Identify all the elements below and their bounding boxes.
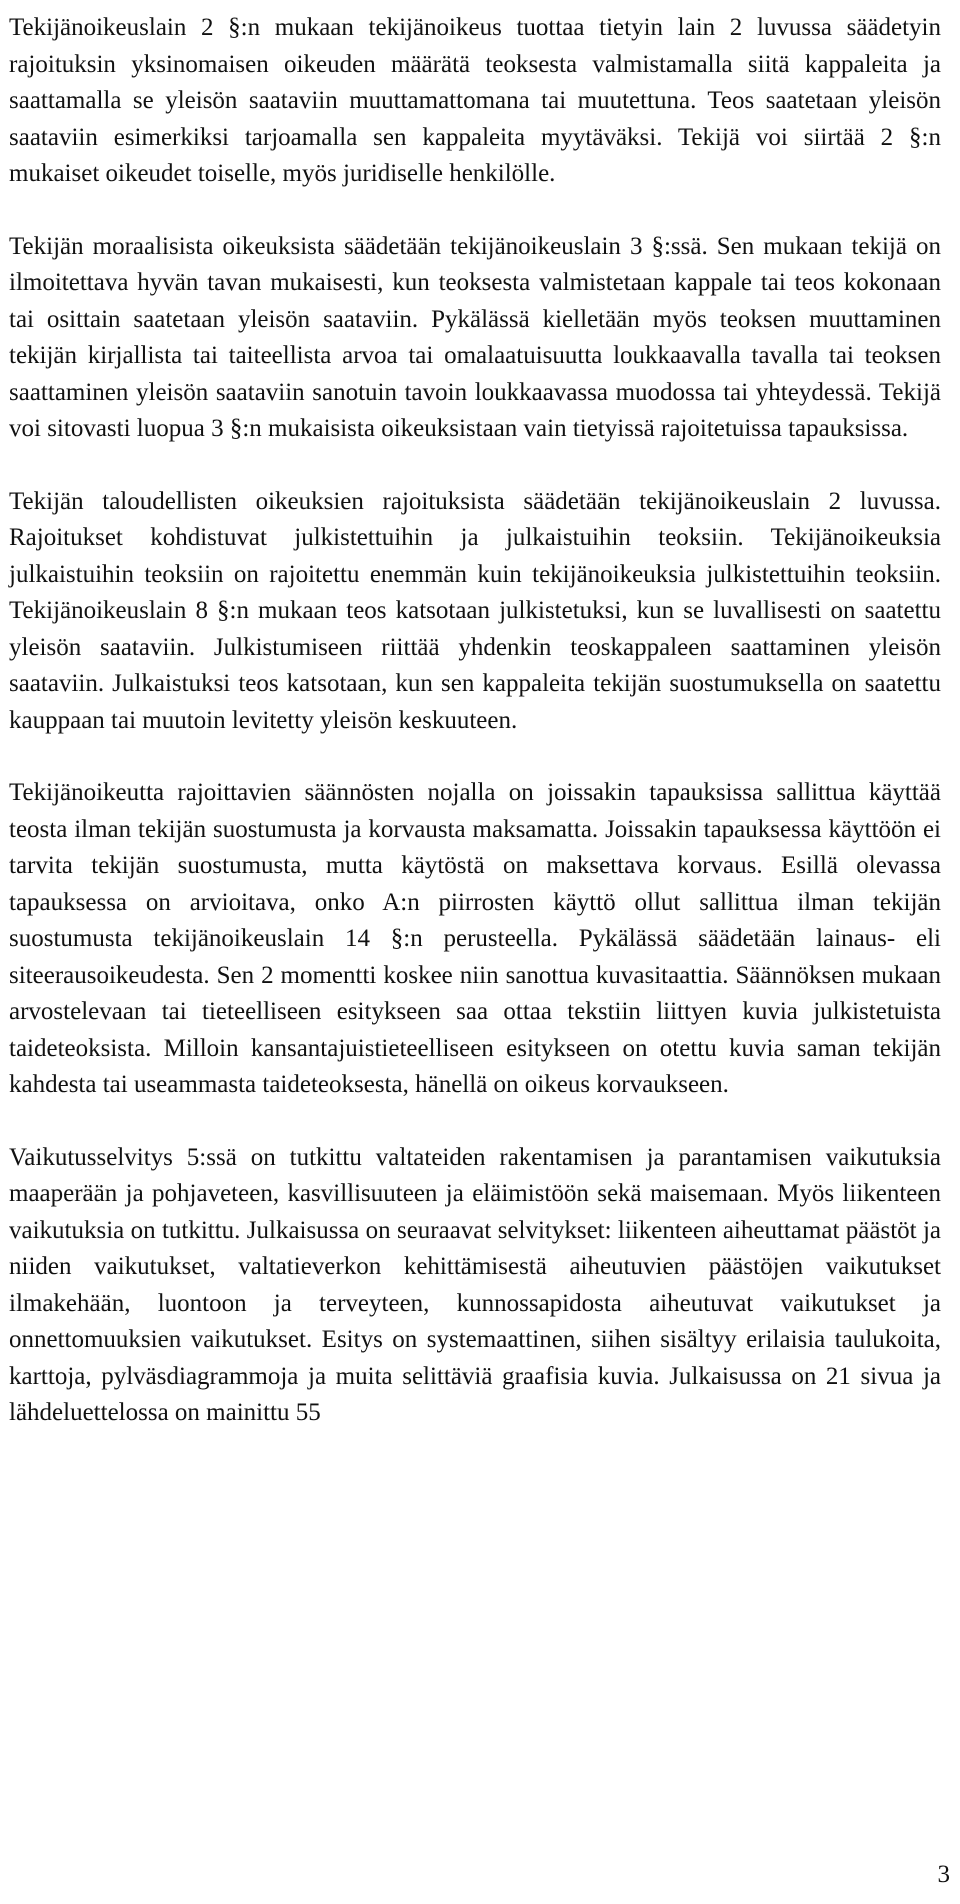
paragraph-3: Tekijän taloudellisten oikeuksien rajoituksista säädetään tekijänoikeuslain 2 luvussa. Rajoitukset kohdistuvat julkistettuihin ja julkaistuihin teoksiin. Tekijänoikeuksia julkaistuihin teoksiin on rajoitettu enemmän kuin tekijänoikeuksia julkistettuihin teoksiin. Tekijänoikeuslain 8 §:n mukaan teos katsotaan julkistetuksi, kun se luvallisesti on saatettu yleisön saataviin. Julkistumiseen riittää yhdenkin teoskappaleen saattaminen yleisön saataviin. Julkaistuksi teos katsotaan, kun sen kappaleita tekijän suostumuksella on saatettu kauppaan tai muutoin levitetty yleisön keskuuteen. [9, 487, 941, 734]
paragraph-4: Tekijänoikeutta rajoittavien säännösten nojalla on joissakin tapauksissa sallittua käyttää teosta ilman tekijän suostumusta ja korvausta maksamatta. Joissakin tapauksessa käyttöön ei tarvita tekijän suostumusta, mutta käytöstä on maksettava korvaus. Esillä olevassa tapauksessa on arvioitava, onko A:n piirrosten käyttö ollut sallittua ilman tekijän suostumusta tekijänoikeuslain 14 §:n perusteella. Pykälässä säädetään lainaus- eli siteerausoikeudesta. Sen 2 momentti koskee niin sanottua kuvasitaattia. Säännöksen mukaan arvostelevaan tai tieteelliseen esitykseen saa ottaa tekstiin liittyen kuvia julkistetuista taideteoksista. Milloin kansantajuistieteelliseen esitykseen on otettu kuvia saman tekijän kahdesta tai useammasta taideteoksesta, hänellä on oikeus korvaukseen. [9, 779, 941, 1098]
paragraph-5: Vaikutusselvitys 5:ssä on tutkittu valtateiden rakentamisen ja parantamisen vaikutuksia maaperään ja pohjaveteen, kasvillisuuteen ja eläimistöön sekä maisemaan. Myös liikenteen vaikutuksia on tutkittu. Julkaisussa on seuraavat selvitykset: liikenteen aiheuttamat päästöt ja niiden vaikutukset, valtatieverkon kehittämisestä aiheutuvien päästöjen vaikutukset ilmakehään, luontoon ja terveyteen, kunnossapidosta aiheutuvat vaikutukset ja onnettomuuksien vaikutukset. Esitys on systemaattinen, siihen sisältyy erilaisia taulukoita, karttoja, pylväsdiagrammoja ja muita selittäviä graafisia kuvia. Julkaisussa on 21 sivua ja lähdeluettelossa on mainittu 55 [9, 1143, 941, 1426]
body-text [9, 10, 941, 1468]
page-number: 3 [937, 1861, 950, 1888]
paragraph-1: Tekijänoikeuslain 2 §:n mukaan tekijänoikeus tuottaa tietyin lain 2 luvussa säädetyin rajoituksin yksinomaisen oikeuden määrätä teoksesta valmistamalla siitä kappaleita ja saattamalla se yleisön saataviin muuttamattomana tai muutettuna. Teos saatetaan yleisön saataviin esimerkiksi tarjoamalla sen kappaleita myytäväksi. Tekijä voi siirtää 2 §:n mukaiset oikeudet toiselle, myös juridiselle henkilölle. [9, 14, 941, 187]
paragraph-2: Tekijän moraalisista oikeuksista säädetään tekijänoikeuslain 3 §:ssä. Sen mukaan tekijä on ilmoitettava hyvän tavan mukaisesti, kun teoksesta valmistetaan kappale tai teos kokonaan tai osittain saatetaan yleisön saataviin. Pykälässä kielletään myös teoksen muuttaminen tekijän kirjallista tai taiteellista arvoa tai omalaatuisuutta loukkaavalla tavalla tai teoksen saattaminen yleisön saataviin sanotuin tavoin loukkaavassa muodossa tai yhteydessä. Tekijä voi sitovasti luopua 3 §:n mukaisista oikeuksistaan vain tietyissä rajoitetuissa tapauksissa. [9, 232, 941, 442]
